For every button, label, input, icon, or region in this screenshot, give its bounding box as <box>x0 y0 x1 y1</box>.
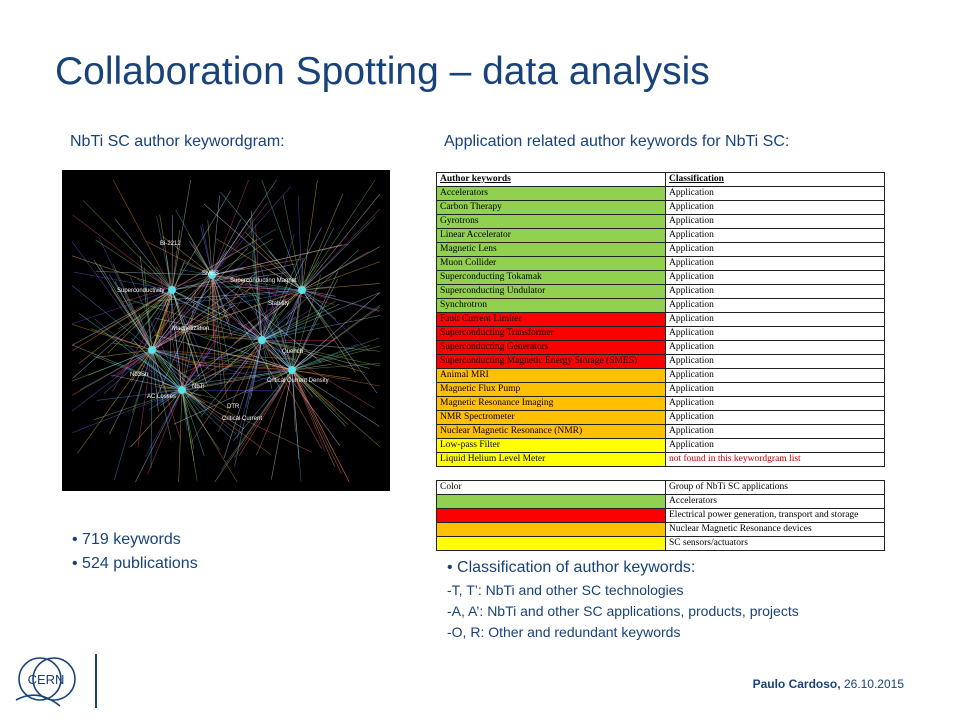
legend-header-row <box>437 481 885 495</box>
classification-cell: Application <box>666 383 885 397</box>
table-row <box>437 229 885 243</box>
legend-row <box>437 495 885 509</box>
keyword-cell: Liquid Helium Level Meter <box>437 453 666 467</box>
table-row <box>437 425 885 439</box>
keyword-cell: Fault Current Limiter <box>437 313 666 327</box>
keyword-cell: Superconducting Magnetic Energy Storage (SMES) <box>437 355 666 369</box>
classification-cell: Application <box>666 229 885 243</box>
table-row <box>437 201 885 215</box>
classification-cell: Application <box>666 397 885 411</box>
table-row <box>437 397 885 411</box>
graph-node-label: Superconducting Magnet <box>230 278 297 284</box>
header-author-keywords: Author keywords <box>437 173 666 187</box>
table-row <box>437 285 885 299</box>
right-bullet-list <box>447 556 799 643</box>
keyword-cell: Linear Accelerator <box>437 229 666 243</box>
classification-cell: not found in this keywordgram list <box>666 453 885 467</box>
header-classification: Classification <box>666 173 885 187</box>
table-row <box>437 215 885 229</box>
table-row <box>437 355 885 369</box>
graph-node-label: Superconductivity <box>117 288 165 294</box>
network-edges <box>72 180 380 482</box>
table-header-row <box>437 173 885 187</box>
graph-node-label: SMES <box>202 271 220 277</box>
graph-node-label: DTR <box>227 404 240 410</box>
classification-cell: Application <box>666 355 885 369</box>
classification-line-t: -T, T’: NbTi and other SC technologies <box>447 582 684 598</box>
legend-row <box>437 537 885 551</box>
keyword-cell: NMR Spectrometer <box>437 411 666 425</box>
classification-cell: Application <box>666 425 885 439</box>
table-row <box>437 271 885 285</box>
legend-swatch <box>437 523 666 537</box>
keyword-cell: Superconducting Generators <box>437 341 666 355</box>
table-row <box>437 243 885 257</box>
keyword-cell: Low-pass Filter <box>437 439 666 453</box>
cern-logo <box>8 648 88 710</box>
graph-node-label: Bi-2212 <box>160 241 181 247</box>
classification-bullet: • Classification of author keywords: <box>447 556 799 580</box>
color-legend-table <box>436 480 885 551</box>
graph-node-label: AC Losses <box>147 394 177 400</box>
table-row <box>437 299 885 313</box>
graph-node-label: NbTi <box>192 384 205 390</box>
keyword-cell: Accelerators <box>437 187 666 201</box>
classification-cell: Application <box>666 313 885 327</box>
footer-author: Paulo Cardoso, <box>752 677 841 691</box>
legend-swatch <box>437 509 666 523</box>
slide-title: Collaboration Spotting – data analysis <box>55 50 710 93</box>
table-row <box>437 327 885 341</box>
legend-group: Accelerators <box>666 495 885 509</box>
classification-cell: Application <box>666 327 885 341</box>
bullet-publications: • 524 publications <box>72 552 198 576</box>
classification-cell: Application <box>666 439 885 453</box>
legend-group: Electrical power generation, transport and storage <box>666 509 885 523</box>
footer <box>753 677 904 691</box>
keyword-cell: Magnetic Resonance Imaging <box>437 397 666 411</box>
footer-date: 26.10.2015 <box>843 677 904 691</box>
keyword-cell: Nuclear Magnetic Resonance (NMR) <box>437 425 666 439</box>
keyword-cell: Animal MRI <box>437 369 666 383</box>
table-row <box>437 369 885 383</box>
legend-swatch <box>437 537 666 551</box>
graph-node-label: Critical Current <box>222 416 263 422</box>
classification-cell: Application <box>666 411 885 425</box>
legend-swatch <box>437 495 666 509</box>
header-group: Group of NbTi SC applications <box>666 481 885 495</box>
classification-cell: Application <box>666 285 885 299</box>
classification-cell: Application <box>666 215 885 229</box>
classification-cell: Application <box>666 341 885 355</box>
table-row <box>437 453 885 467</box>
legend-row <box>437 509 885 523</box>
keyword-cell: Synchrotron <box>437 299 666 313</box>
keyword-cell: Magnetic Lens <box>437 243 666 257</box>
classification-cell: Application <box>666 271 885 285</box>
table-row <box>437 313 885 327</box>
graph-node-label: Critical Current Density <box>267 378 329 384</box>
table-row <box>437 439 885 453</box>
classification-cell: Application <box>666 201 885 215</box>
keyword-cell: Gyrotrons <box>437 215 666 229</box>
classification-cell: Application <box>666 187 885 201</box>
table-row <box>437 341 885 355</box>
classification-line-o: -O, R: Other and redundant keywords <box>447 624 681 640</box>
classification-cell: Application <box>666 243 885 257</box>
keyword-cell: Superconducting Transformer <box>437 327 666 341</box>
classification-cell: Application <box>666 369 885 383</box>
bullet-keywords: • 719 keywords <box>72 528 198 552</box>
right-subtitle: Application related author keywords for NbTi SC: <box>444 133 790 150</box>
keyword-cell: Superconducting Tokamak <box>437 271 666 285</box>
legend-group: Nuclear Magnetic Resonance devices <box>666 523 885 537</box>
graph-node-label: Stability <box>268 301 290 307</box>
keyword-cell: Muon Collider <box>437 257 666 271</box>
keyword-cell: Magnetic Flux Pump <box>437 383 666 397</box>
table-row <box>437 257 885 271</box>
header-color: Color <box>437 481 666 495</box>
graph-node-label: Quench <box>282 349 304 355</box>
cern-logo-text: CERN <box>27 672 65 687</box>
classification-cell: Application <box>666 299 885 313</box>
keyword-cell: Superconducting Undulator <box>437 285 666 299</box>
legend-group: SC sensors/actuators <box>666 537 885 551</box>
left-bullet-list <box>72 528 198 576</box>
logo-divider <box>95 654 97 708</box>
left-subtitle: NbTi SC author keywordgram: <box>70 133 285 150</box>
graph-node-label: Nb3Sn <box>130 372 149 378</box>
keywordgram-image <box>62 170 390 491</box>
classification-line-a: -A, A’: NbTi and other SC applications, products, projects <box>447 603 799 619</box>
graph-node-label: Magnetization <box>172 326 210 332</box>
table-row <box>437 411 885 425</box>
keywordgram-network <box>62 170 390 491</box>
legend-row <box>437 523 885 537</box>
classification-cell: Application <box>666 257 885 271</box>
table-row <box>437 383 885 397</box>
author-keywords-table <box>436 172 885 467</box>
table-row <box>437 187 885 201</box>
keyword-cell: Carbon Therapy <box>437 201 666 215</box>
